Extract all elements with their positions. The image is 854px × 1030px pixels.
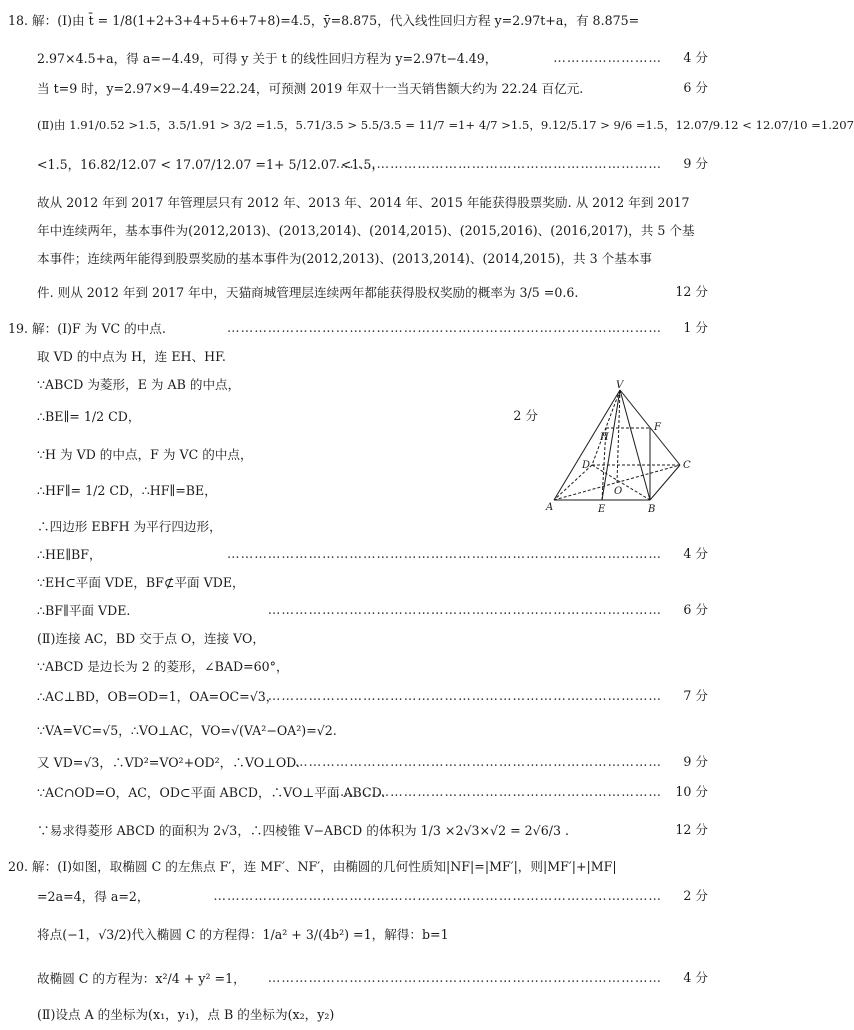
leader-dots: ……………………………………………………………………………………: [227, 320, 662, 335]
label-c: C: [683, 460, 691, 471]
q19-line-15: 又 VD=√3，∴VD²=VO²+OD²，∴VO⊥OD. ……………………………………………………………………… 9 分: [37, 750, 722, 774]
label-d: D: [582, 460, 591, 471]
q19-line-16: ∵AC∩OD=O，AC，OD⊂平面 ABCD，∴VO⊥平面 ABCD. ……………………………………………………………… 10 分: [37, 780, 722, 804]
q19-line-17: ∵易求得菱形 ABCD 的面积为 2√3，∴四棱锥 V−ABCD 的体积为 1/3 ×2√3×√2 = 2√6/3 . 12 分: [37, 818, 722, 842]
q18-line-5: <1.5，16.82/12.07 < 17.07/12.07 =1+ 5/12.07 <1.5， ……………………………………………………………… 9 分: [37, 152, 722, 176]
score-mark: 2 分: [513, 408, 538, 423]
q18-line-1: 18. 解：(Ⅰ)由 t̄ = 1/8(1+2+3+4+5+6+7+8)=4.5，ȳ=8.875，代入线性回归方程 y=2.97t+a，有 8.875=: [8, 12, 640, 28]
leader-dots: ……………………………………………………………………………: [267, 688, 662, 703]
score-mark: 4 分: [683, 546, 708, 561]
edge-vb: [620, 390, 650, 500]
q19-line-7: ∴四边形 EBFH 为平行四边形，: [37, 518, 222, 534]
leader-dots: ………………………………………………………………………………………: [213, 888, 662, 903]
q18-line-3: 当 t=9 时，y=2.97×9−4.49=22.24，可预测 2019 年双十一当天销售额大约为 22.24 百亿元. 6 分: [37, 76, 722, 100]
score-mark: 9 分: [683, 754, 708, 769]
score-mark: 1 分: [683, 320, 708, 335]
q19-line-9: ∵EH⊂平面 VDE，BF⊄平面 VDE，: [37, 574, 245, 590]
q19-line-4: ∴BE∥= 1/2 CD， 2 分: [37, 404, 722, 428]
q20-line-5: (Ⅱ)设点 A 的坐标为(x₁，y₁)，点 B 的坐标为(x₂，y₂): [37, 1006, 335, 1022]
label-f: F: [654, 422, 661, 433]
label-o: O: [614, 486, 623, 497]
score-mark: 6 分: [683, 602, 708, 617]
score-mark: 12 分: [675, 822, 708, 837]
leader-dots: ……………………………………………………………………………: [267, 602, 662, 617]
q20-line-3: 将点(−1，√3/2)代入椭圆 C 的方程得：1/a² + 3/(4b²) =1，解得：b=1: [37, 926, 449, 942]
q19-line-12: ∵ABCD 是边长为 2 的菱形，∠BAD=60°，: [37, 658, 289, 674]
q19-line-10: ∴BF∥平面 VDE. …………………………………………………………………………… 6 分: [37, 598, 722, 622]
q19-line-1: 19. 解：(Ⅰ)F 为 VC 的中点. …………………………………………………………………………………… 1 分: [8, 316, 722, 340]
score-mark: 4 分: [683, 970, 708, 985]
q18-line-2: 2.97×4.5+a，得 a=−4.49，可得 y 关于 t 的线性回归方程为 y=2.97t−4.49， …………………… 4 分: [37, 46, 722, 70]
edge-va: [554, 390, 623, 500]
q18-line-6: 故从 2012 年到 2017 年管理层只有 2012 年、2013 年、2014 年、2015 年能获得股票奖励. 从 2012 年到 2017: [37, 194, 690, 210]
q20-line-2: =2a=4，得 a=2， ……………………………………………………………………………………… 2 分: [37, 884, 722, 908]
leader-dots: ………………………………………………………………: [335, 784, 662, 799]
score-mark: 9 分: [683, 156, 708, 171]
leader-dots: ……………………………………………………………………………………: [227, 546, 662, 561]
label-e: E: [598, 504, 606, 515]
q20-line-4: 故椭圆 C 的方程为：x²/4 + y² =1， …………………………………………………………………………… 4 分: [37, 966, 722, 990]
q18-line-9: 件. 则从 2012 年到 2017 年中，天猫商城管理层连续两年都能获得股权奖励的概率为 3/5 =0.6. 12 分: [37, 280, 722, 304]
leader-dots: ………………………………………………………………………: [294, 754, 662, 769]
edge-bc: [650, 465, 680, 500]
q19-line-13: ∴AC⊥BD，OB=OD=1，OA=OC=√3， …………………………………………………………………………… 7 分: [37, 684, 722, 708]
label-h: H: [600, 432, 609, 443]
q19-line-2: 取 VD 的中点为 H，连 EH、HF.: [37, 348, 226, 364]
q19-line-3: ∵ABCD 为菱形，E 为 AB 的中点，: [37, 376, 241, 392]
score-mark: 6 分: [683, 80, 708, 95]
leader-dots: ………………………………………………………………: [335, 156, 662, 171]
score-mark: 7 分: [683, 688, 708, 703]
q19-line-8: ∴HE∥BF， …………………………………………………………………………………… 4 分: [37, 542, 722, 566]
pyramid-figure: [540, 380, 700, 520]
leader-dots: ……………………: [553, 50, 662, 65]
q18-line-4: (Ⅱ)由 1.91/0.52 >1.5，3.5/1.91 > 3/2 =1.5，5.71/3.5 > 5.5/3.5 = 11/7 =1+ 4/7 >1.5，9.12/5.17 > 9/6 =1.5，12.07/9.12 < 12.07/10 =1.207: [37, 117, 854, 132]
score-mark: 2 分: [683, 888, 708, 903]
q19-line-6: ∴HF∥= 1/2 CD，∴HF∥=BE，: [37, 482, 217, 498]
score-mark: 12 分: [675, 284, 708, 299]
q19-line-11: (Ⅱ)连接 AC，BD 交于点 O，连接 VO，: [37, 630, 265, 646]
label-a: A: [546, 502, 554, 513]
q20-line-1: 20. 解：(Ⅰ)如图，取椭圆 C 的左焦点 F′，连 MF′、NF′，由椭圆的几何性质知|NF|=|MF′|，则|MF′|+|MF|: [8, 858, 617, 874]
q19-line-14: ∵VA=VC=√5，∴VO⊥AC，VO=√(VA²−OA²)=√2.: [37, 722, 337, 738]
score-mark: 10 分: [675, 784, 708, 799]
score-mark: 4 分: [683, 50, 708, 65]
leader-dots: ……………………………………………………………………………: [267, 970, 662, 985]
q18-line-8: 本事件；连续两年能得到股票奖励的基本事件为(2012,2013)、(2013,2014)、(2014,2015)，共 3 个基本事: [37, 250, 653, 266]
q19-line-5: ∵H 为 VD 的中点，F 为 VC 的中点，: [37, 446, 253, 462]
label-b: B: [648, 504, 656, 515]
label-v: V: [616, 380, 624, 391]
q18-line-7: 年中连续两年，基本事件为(2012,2013)、(2013,2014)、(2014,2015)、(2015,2016)、(2016,2017)，共 5 个基: [37, 222, 695, 238]
